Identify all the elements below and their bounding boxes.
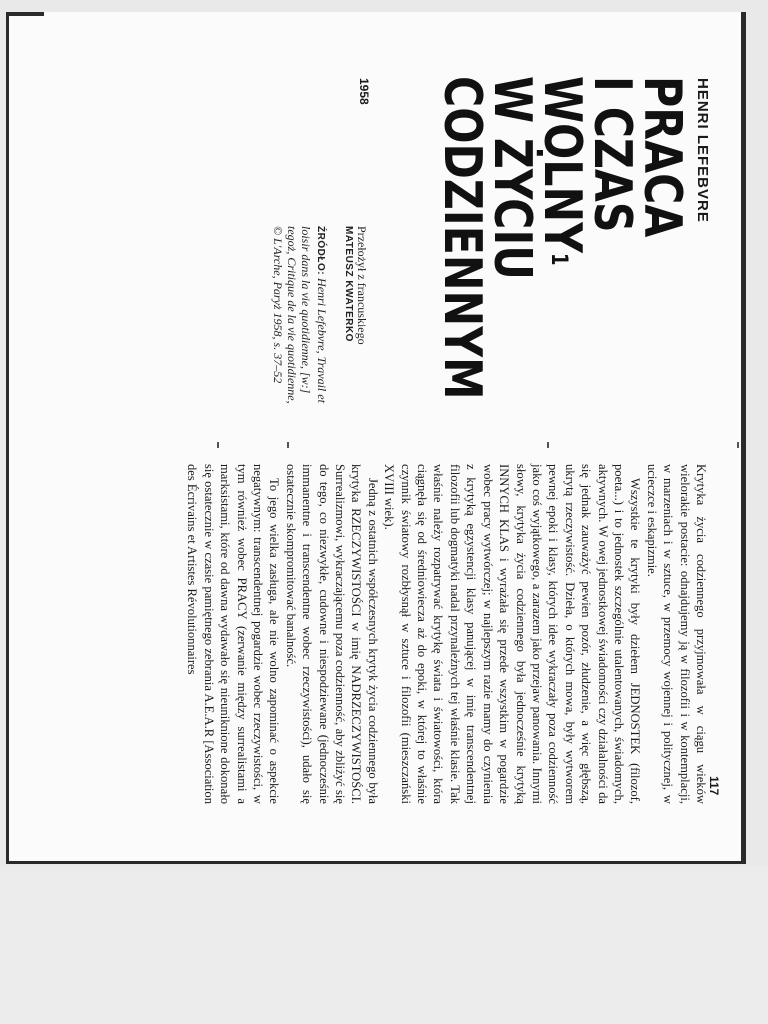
crop-mark bbox=[217, 442, 219, 448]
page-number: 117 bbox=[707, 776, 721, 796]
translator-intro: Przełożył z francuskiego bbox=[355, 226, 369, 345]
title-footnote-mark: 1 bbox=[546, 253, 571, 266]
translator-name: MATEUSZ KWATERKO bbox=[343, 226, 354, 342]
author-name: HENRI LEFEBVRE bbox=[694, 78, 711, 223]
corner-mark bbox=[6, 12, 44, 16]
paragraph: Krytyka życia codziennego przyjmowała w ciągu wieków wielorakie postacie: odnajdujemy ją w filozofii i w kontemplacji, w marzeniach i w sztuce, w przemocy wojennej i politycznej, w ucieczce i eskapizmie. bbox=[644, 464, 708, 804]
background-strip bbox=[0, 866, 768, 1024]
rotated-content bbox=[9, 12, 746, 864]
title-line-3-text: WOLNY bbox=[532, 76, 592, 254]
title-line-4: W ŻYCIU bbox=[482, 76, 542, 280]
body-text-column bbox=[184, 464, 709, 804]
title-line-3 bbox=[532, 76, 592, 266]
source-text: Henri Lefebvre, Travail et loisir dans la vie quotidienne, [w:] tegoż, Critique de la vie quotidienne, © L'Arche, Paryż 1958, s. 37–52 bbox=[271, 226, 329, 404]
paragraph: Wszystkie te krytyki były dziełem JEDNOSTEK (filozof, poeta...) i to jednostek szczególnie utalentowanych, świadomych, aktywnych. W owej jednostkowej świadomości czy działalności da się jednak zauważyć pewien pozór, złudzenie, a więc głębszą, ukrytą rzeczywistość. Dzieła, o których mowa, były wytworem pewnej epoki i klasy, których idee wykraczały poza codzienność jako coś wyjątkowego, a zarazem jako przejaw panowania. Innymi słowy, krytyka życia codziennego była jednocześnie krytyką INNYCH KLAS i wyrażała się przede wszystkim w pogardzie wobec pracy wytwórczej; w najlepszym razie mamy do czynienia z krytyką egzystencji klasy panującej w imię transcendentnej filozofii lub dogmatyki nadal przynależnych tej właśnie klasie. Tak właśnie należy rozpatrywać krytykę świata i światowości, która ciągnęła się od średniowiecza aż do epoki, w której to właśnie czynnik światowy rozbłysnął w sztuce i filozofii (mieszczański XVIII wiek). bbox=[382, 464, 643, 804]
source-note bbox=[271, 226, 329, 406]
title-line-1: PRACA bbox=[632, 76, 692, 238]
crop-mark bbox=[287, 442, 289, 448]
paragraph: To jego wielka zasługa, ale nie wolno zapominać o aspekcie negatywnym: transcendentnej pogardzie wobec rzeczywistości, w tym również wobec PRACY (zerwanie między surrealistami a marksistami, które od dawna wydawało się nieuniknione dokonało się ostatecznie w czasie pamiętnego zebrania A.E.A.R [Association des Écrivains et Artistes Révolutionnaires bbox=[185, 464, 282, 804]
crop-mark bbox=[737, 442, 739, 448]
title-line-2: I CZAS bbox=[582, 76, 642, 233]
paragraph: Jedną z ostatnich współczesnych krytyk życia codziennego była krytyka RZECZYWISTOŚCI w imię NADRZECZYWISTOŚCI. Surrealizmowi, wykraczającemu poza codzienność, aby zbliżyć się do tego, co niezwykłe, cudowne i niespodziewane (jednocześnie immanentne i transcendentne wobec rzeczywistości), udało się ostatecznie skompromitować banalność. bbox=[283, 464, 380, 804]
translator-credit bbox=[341, 226, 369, 386]
scanned-page bbox=[6, 12, 746, 864]
title-line-5: CODZIENNYM bbox=[432, 76, 492, 400]
source-label: ŹRÓDŁO: bbox=[315, 226, 326, 276]
publication-year: 1958 bbox=[357, 78, 371, 105]
crop-mark bbox=[547, 442, 549, 448]
